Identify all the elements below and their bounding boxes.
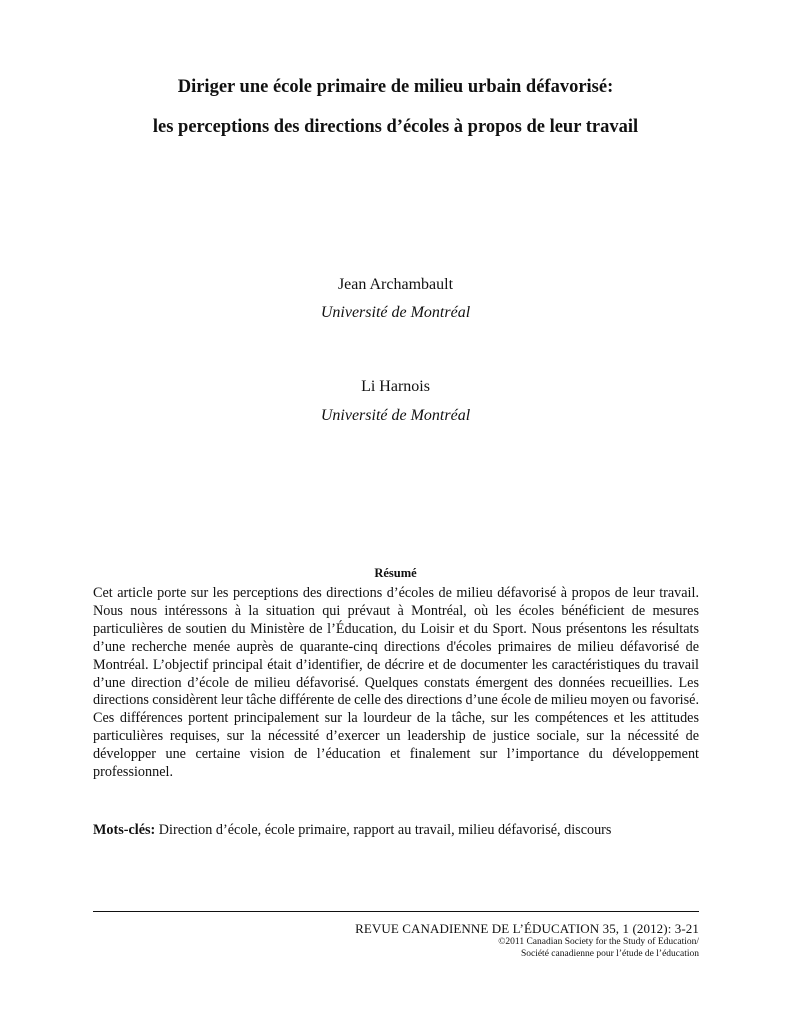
abstract-body: Cet article porte sur les perceptions des directions d’écoles de milieu défavorisé à propos de leur travail. Nous nous intéressons à la situation qui prévaut à Montréal, où les écoles bénéficient de mesures particulières de soutien du Ministère de l’Éducation, du Loisir et du Sport. Nous présentons les résultats d’une recherche menée auprès de quarante-cinq directions d'écoles primaires de milieu défavorisé de Montréal. L’objectif principal était d’identifier, de décrire et de documenter les caractéristiques du travail d’une direction d’école de milieu défavorisé. Quelques constats émergent des données recueillies. Les directions considèrent leur tâche différente de celle des directions d’une école de milieu moyen ou favorisé. Ces différences portent principalement sur la lourdeur de la tâche, sur les compétences et les attitudes particulières requises, sur la nécessité d’exercer un leadership de justice sociale, sur la nécessité de développer une certaine vision de l’éducation et finalement sur l’importance du développement professionnel. [93, 585, 699, 781]
keywords [93, 821, 699, 839]
abstract-heading: Résumé [374, 566, 417, 580]
author-affiliation: Université de Montréal [320, 304, 471, 321]
keywords-label: Mots-clés: [93, 822, 156, 838]
journal-citation: REVUE CANADIENNE DE L’ÉDUCATION 35, 1 (2012): 3-21 [355, 921, 699, 936]
footer-divider [93, 911, 699, 912]
copyright-notice [498, 937, 699, 960]
keywords-text: Direction d’école, école primaire, rapport au travail, milieu défavorisé, discours [155, 822, 612, 838]
paper-title-line-1: Diriger une école primaire de milieu urbain défavorisé: [177, 77, 614, 97]
author-affiliation: Université de Montréal [320, 407, 471, 424]
author-name: Jean Archambault [337, 276, 454, 293]
author-name: Li Harnois [361, 378, 430, 395]
copyright-line: Société canadienne pour l’étude de l’éducation [520, 948, 699, 959]
paper-title-line-2: les perceptions des directions d’écoles à propos de leur travail [152, 117, 639, 137]
copyright-line: ©2011 Canadian Society for the Study of Education/ [498, 937, 699, 947]
